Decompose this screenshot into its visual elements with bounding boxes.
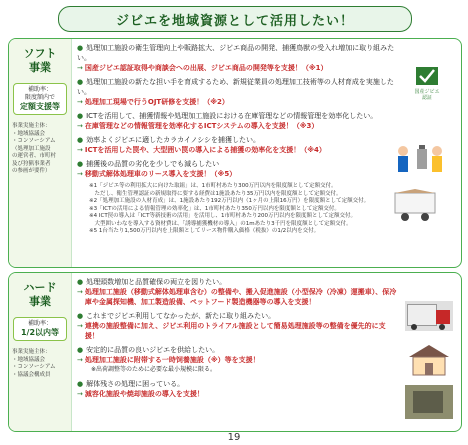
check-mark-icon	[416, 67, 438, 85]
note-line: ※2「処理加工施設の人材育成」は、1施設あたり192万円以内（1ヶ月の上限16万円）を限度額として定額交付。	[89, 198, 370, 204]
hard-item	[77, 277, 397, 307]
bullet-icon: ●	[77, 136, 84, 144]
arrow-icon: →	[77, 356, 83, 364]
bullet-icon: ●	[77, 312, 84, 320]
soft-item-text: 捕獲後の品質の劣化を少しでも減らしたい	[86, 160, 220, 168]
hard-item-subnote: ※出荷調整等のために必要な最小規模に限る。	[91, 366, 217, 373]
soft-item-support: 国産ジビエ認証取得や商談会への出展、ジビエ商品の開発等を支援！（※1）	[84, 64, 328, 72]
soft-item-text: 効率よくジビエに適したカラカイノシシを捕獲したい。	[86, 136, 261, 144]
arrow-icon: →	[77, 170, 83, 178]
soft-item-support: 在庫管理などの情報管理を効率化するICTシステムの導入を支援！（※3）	[84, 122, 319, 130]
hard-implementers: 事業実施主体： ・地域協議会 ・コンソーシアム ・協議会構成員	[12, 349, 56, 378]
hard-item-support: 処理加工施設（移動式解体処理車含む）の整備や、搬入促進施設（小型保冷（冷凍）運搬車）、保冷庫や金属探知機、加工製造設備、ペットフード製造機器等の導入を支援！	[84, 288, 397, 306]
soft-item-text: 処理加工施設の衛生管理向上や販路拡大、ジビエ商品の開発、捕獲鳥獣の受入れ増加に取り組みたい。	[77, 44, 395, 62]
arrow-icon: →	[77, 146, 83, 154]
soft-implementers: 事業実施主体： ・地域協議会 ・コンソーシアム （処理加工施設 の運営者、市町村 及び狩猟事業者 の参画が要件）	[12, 123, 57, 174]
hunter-illustration	[389, 141, 451, 183]
soft-item-text: 処理加工施設の新たな担い手を育成するため、新規従業員の処理加工技術等の人材育成を実施したい。	[77, 78, 394, 96]
hard-item	[77, 345, 397, 375]
facility-illustration	[405, 343, 453, 377]
hard-rate-value: 1/2以内等	[20, 328, 60, 337]
bullet-icon: ●	[77, 380, 84, 388]
bullet-icon: ●	[77, 112, 84, 120]
note-line: ただし、衛生管理認証の新規取得に要する経費は1施設あたり35万円以内を限度額として定額交付。	[89, 190, 342, 197]
page-title: ジビエを地域資源として活用したい！	[115, 13, 354, 29]
hard-item-support: 減容化施設や焼却施設の導入を支援！	[84, 390, 204, 398]
hard-item	[77, 311, 397, 341]
hard-item-support: 処理加工施設に附帯する一時饲養施設（※）等を支援！	[84, 356, 260, 364]
arrow-icon: →	[77, 322, 83, 330]
note-line: ※5 1台当たり1,500万円以内を上限額としてリース物件購入価格（税抜）の1/2以内を交付。	[89, 228, 320, 234]
soft-item-support: ICTを活用した罠や、大型囲い罠の導入による捕獲の効率化を支援！（※4）	[84, 146, 326, 154]
arrow-icon: →	[77, 390, 83, 398]
soft-project-panel	[8, 38, 462, 268]
hard-item-text: 解体残さの処理に困っている。	[86, 380, 185, 388]
hard-item-text: 安定的に品質の良いジビエを供給したい。	[86, 346, 220, 354]
hard-rate-box	[13, 317, 67, 341]
soft-item	[77, 111, 457, 131]
arrow-icon: →	[77, 64, 83, 72]
soft-rate-value: 定額支援等	[20, 102, 60, 111]
note-line: 大型囲いわなを導入する資材費は、「誘導捕獲機材の導入」の1mあたり3千円を限度額として定額交付。	[89, 220, 352, 227]
incinerator-photo	[405, 385, 453, 419]
bullet-icon: ●	[77, 78, 84, 86]
hard-item-support: 連携の施設整備に加え、ジビエ利用のトライアル施設として簡易処理施設等の整備を優先的に支援！	[84, 322, 386, 340]
title-banner	[58, 6, 412, 32]
truck-photo	[405, 301, 453, 331]
hard-rate-label: 補助率：	[27, 320, 52, 327]
bullet-icon: ●	[77, 160, 84, 168]
bullet-icon: ●	[77, 44, 84, 52]
arrow-icon: →	[77, 288, 83, 296]
page-number: 19	[227, 432, 241, 443]
note-line: ※1「ジビエ等の利用拡大に向けた取組」は、1市町村あたり300万円以内を限度額として定額交付。	[89, 183, 337, 189]
gibier-certification-logo	[407, 67, 447, 107]
soft-item	[77, 43, 457, 73]
soft-rate-label: 補助率： 限度額内で	[24, 86, 55, 101]
bullet-icon: ●	[77, 346, 84, 354]
hard-heading: ハード 事業	[23, 281, 57, 308]
hard-item-text: 処理頭数増加と品質確保の両立を図りたい。	[86, 278, 227, 286]
trailer-illustration	[389, 189, 451, 223]
soft-item-support: 処理加工現場で行うOJT研修を支援！（※2）	[84, 98, 229, 106]
note-line: ※4 ICT罠の導入は「ICT等新技術の活用」を活用し、1市町村あたり200万円以内を限度額として定額交付。	[89, 213, 357, 219]
soft-rate-box	[13, 83, 67, 115]
hard-project-panel	[8, 272, 462, 432]
arrow-icon: →	[77, 98, 83, 106]
soft-heading: ソフト 事業	[23, 47, 57, 74]
arrow-icon: →	[77, 122, 83, 130]
hard-content	[77, 277, 457, 427]
hard-item	[77, 379, 397, 399]
soft-item-support: 移動式解体処理車のリース導入を支援！（※5）	[84, 170, 237, 178]
hard-item-text: これまでジビエ利用してなかったが、新たに取り組みたい。	[86, 312, 276, 320]
soft-sidebar	[9, 39, 72, 267]
soft-item-text: ICTを活用して、捕獲情報や処理加工施設における在庫管理などの情報管理を効率化したい。	[86, 112, 378, 120]
logo-text: 国産ジビエ 認証	[414, 89, 440, 101]
bullet-icon: ●	[77, 278, 84, 286]
hard-sidebar	[9, 273, 72, 431]
soft-item	[77, 77, 457, 107]
note-line: ※3「ICTの活用による情報管理の効率化」は、1市町村あたり350万円以内を限度額として定額交付。	[89, 205, 340, 212]
